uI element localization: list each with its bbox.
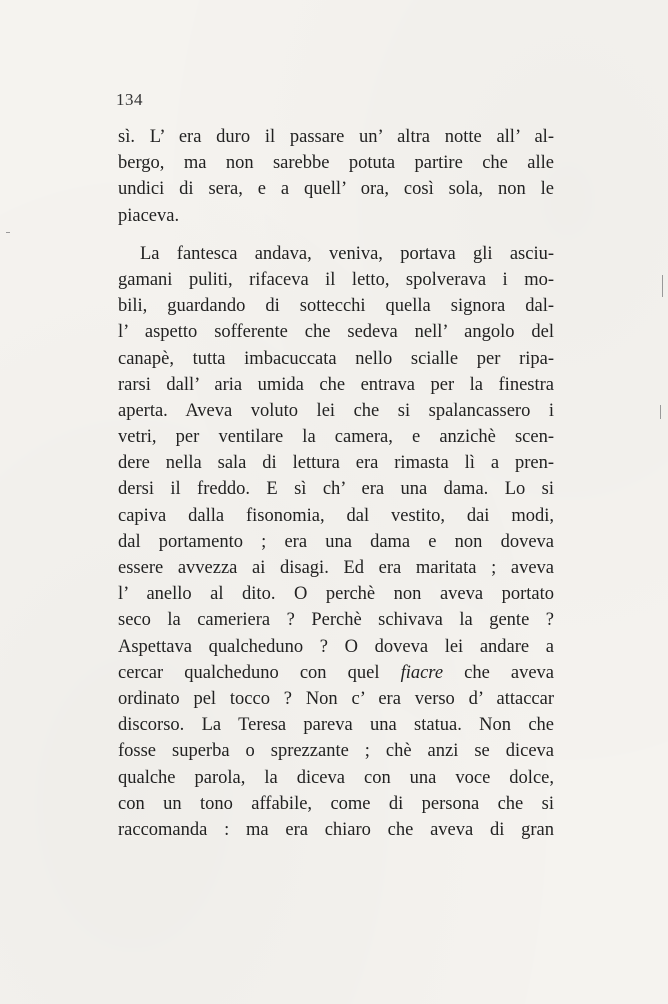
edge-speck [662, 275, 663, 297]
text-line: vetri, per ventilare la camera, e anzichè scen- [118, 427, 554, 448]
text-line: discorso. La Teresa pareva una statua. Non che [118, 715, 554, 736]
body-text [118, 124, 554, 843]
italic-word: fiacre [400, 662, 444, 683]
text-line: bili, guardando di sottecchi quella signora dal- [118, 296, 554, 317]
edge-speck [660, 405, 661, 419]
text-line-with-italic [118, 660, 554, 686]
text-line: bergo, ma non sarebbe potuta partire che alle [118, 153, 554, 174]
text-line: undici di sera, e a quell’ ora, così sola, non le [118, 179, 554, 200]
edge-speck [6, 232, 10, 233]
text-line: l’ aspetto sofferente che sedeva nell’ angolo del [118, 322, 554, 343]
text-line: dere nella sala di lettura era rimasta lì a pren- [118, 453, 554, 474]
text-line: con un tono affabile, come di persona che si [118, 793, 554, 814]
text-line: piaceva. [118, 205, 180, 226]
text-line: raccomanda : ma era chiaro che aveva di gran [118, 819, 554, 840]
text-line: l’ anello al dito. O perchè non aveva portato [118, 584, 554, 605]
text-line: aperta. Aveva voluto lei che si spalancassero i [118, 400, 554, 421]
text-line: seco la cameriera ? Perchè schivava la gente ? [118, 610, 554, 631]
text-line: canapè, tutta imbacuccata nello scialle per ripa- [118, 348, 554, 369]
text-line: rarsi dall’ aria umida che entrava per la finestra [118, 374, 554, 395]
text-line: ordinato pel tocco ? Non c’ era verso d’ attaccar [118, 688, 554, 709]
page-number: 134 [116, 90, 143, 109]
text-line: Aspettava qualcheduno ? O doveva lei andare a [118, 636, 554, 657]
text-segment: che aveva [443, 662, 554, 683]
text-line: capiva dalla fisonomia, dal vestito, dai modi, [118, 505, 554, 526]
text-line: essere avvezza ai disagi. Ed era maritata ; aveva [118, 558, 554, 578]
text-segment: cercar qualcheduno con quel [118, 662, 401, 683]
text-line: gamani puliti, rifaceva il letto, spolverava i mo- [118, 269, 554, 290]
text-line: La fantesca andava, veniva, portava gli asciu- [140, 243, 554, 264]
text-line: sì. L’ era duro il passare un’ altra notte all’ al- [118, 127, 554, 147]
text-line: dersi il freddo. E sì ch’ era una dama. Lo si [118, 479, 554, 500]
text-line: qualche parola, la diceva con una voce dolce, [118, 767, 554, 788]
text-line: dal portamento ; era una dama e non doveva [118, 531, 554, 552]
text-line: fosse superba o sprezzante ; chè anzi se diceva [118, 741, 554, 762]
